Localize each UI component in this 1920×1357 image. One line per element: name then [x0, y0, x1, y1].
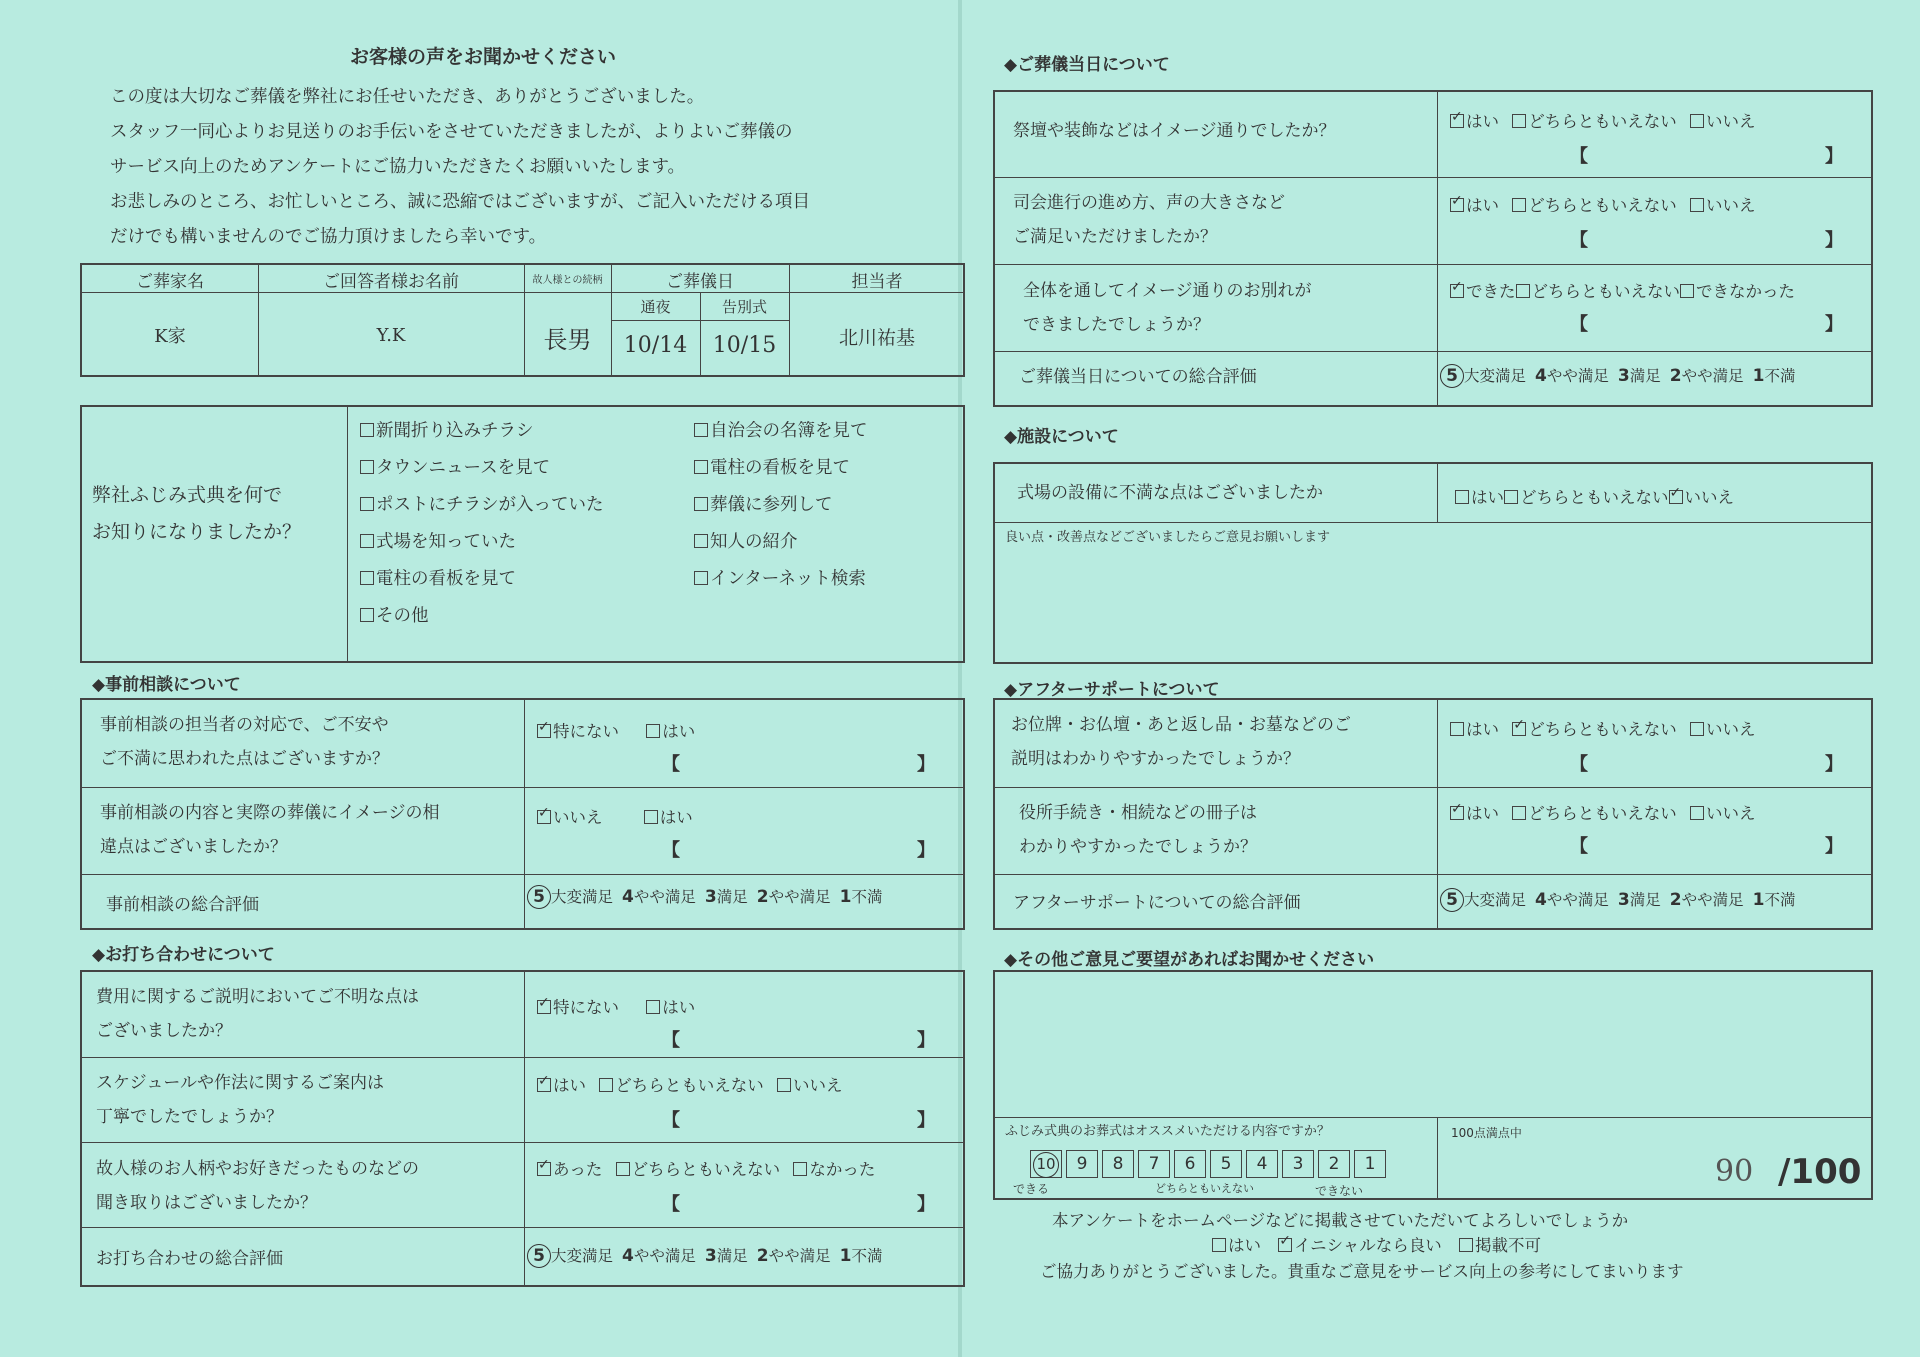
day-table: [993, 90, 1873, 407]
divider: [995, 264, 1871, 265]
label-cannot: できない: [1315, 1184, 1364, 1198]
value-staff: 北川祐基: [838, 327, 915, 349]
option-label: はい: [553, 1076, 586, 1095]
question-line: ご満足いただけましたか？: [1013, 227, 1217, 247]
option-label: はい: [1466, 720, 1499, 739]
checkbox-icon[interactable]: [793, 1162, 807, 1176]
question-line: 故人様のお人柄やお好きだったものなどの: [96, 1159, 419, 1179]
option-label: 葬儀に参列して: [710, 495, 833, 515]
recommend-score[interactable]: 9: [1066, 1150, 1098, 1178]
after-q3: アフターサポートについての総合評価: [1013, 893, 1301, 913]
checkbox-icon[interactable]: [1512, 806, 1526, 820]
checkbox-icon[interactable]: [360, 497, 374, 511]
checkbox-icon[interactable]: [1504, 490, 1518, 504]
consult-q1: [100, 708, 389, 776]
source-option[interactable]: [694, 491, 833, 516]
bracket-open: 【: [1570, 146, 1588, 167]
checkbox-icon[interactable]: [777, 1078, 791, 1092]
selected-rating[interactable]: 5: [527, 1244, 551, 1268]
divider: [1437, 92, 1438, 405]
checkbox-icon[interactable]: [1690, 114, 1704, 128]
after-table: [993, 698, 1873, 930]
source-option[interactable]: [360, 491, 604, 516]
option-label: あった: [553, 1160, 603, 1179]
option-label: はい: [659, 808, 693, 827]
facility-comment-label: 良い点・改善点などございましたらご意見お願いします: [1005, 530, 1331, 545]
option-label: イニシャルなら良い: [1294, 1236, 1442, 1255]
option-label: どちらともいえない: [615, 1076, 764, 1095]
intro-line: この度は大切なご葬儀を弊社にお任せいただき、ありがとうございました。: [110, 87, 705, 107]
option-label: どちらともいえない: [1528, 196, 1677, 215]
score-label: 100点満点中: [1451, 1126, 1522, 1140]
after-q2: [1019, 796, 1257, 864]
option-label: できなかった: [1696, 282, 1795, 301]
option-label: できた: [1466, 282, 1516, 301]
checkbox-icon[interactable]: [360, 534, 374, 548]
header-staff: 担当者: [851, 272, 903, 292]
option-label: はい: [1471, 488, 1504, 507]
thanks-text: ご協力ありがとうございました。貴重なご意見をサービス向上の参考にしてまいります: [1040, 1262, 1684, 1281]
source-option[interactable]: [360, 565, 516, 590]
checkbox-icon[interactable]: [1669, 490, 1683, 504]
divider: [82, 1057, 963, 1058]
source-option[interactable]: [694, 528, 798, 553]
source-option[interactable]: [694, 417, 868, 442]
checkbox-icon[interactable]: [360, 460, 374, 474]
checkbox-icon[interactable]: [1455, 490, 1469, 504]
label-mid: どちらともいえない: [1155, 1182, 1254, 1195]
option-label: タウンニュースを見て: [376, 458, 551, 478]
checkbox-icon[interactable]: [537, 1000, 551, 1014]
question-line: 説明はわかりやすかったでしょうか？: [1011, 749, 1300, 769]
recommend-score[interactable]: 7: [1138, 1150, 1170, 1178]
rating-scale: 5 大変満足 4やや満足 3満足 2やや満足 1不満: [1440, 888, 1795, 912]
bracket-close: 】: [917, 1030, 935, 1051]
bracket-open: 【: [662, 754, 680, 775]
divider: [82, 1227, 963, 1228]
bracket-close: 】: [917, 754, 935, 775]
question-line: 丁寧でしたでしょうか？: [96, 1107, 283, 1127]
option-label: はい: [1466, 804, 1499, 823]
divider: [995, 787, 1871, 788]
day-q2-answers: [1450, 192, 1756, 216]
meeting-q2: [96, 1066, 384, 1134]
consult-q2: [100, 796, 440, 864]
source-option[interactable]: [360, 454, 550, 479]
bracket-open: 【: [662, 1194, 680, 1215]
bracket-open: 【: [1570, 230, 1588, 251]
section-header-after: ◆アフターサポートについて: [1004, 680, 1220, 700]
checkbox-icon[interactable]: [537, 724, 551, 738]
bracket-close: 】: [917, 1194, 935, 1215]
checkbox-icon[interactable]: [646, 724, 660, 738]
day-q3: [1023, 274, 1312, 342]
question-line: お位牌・お仏壇・あと返し品・お墓などのご: [1011, 715, 1351, 735]
question-line: わかりやすかったでしょうか？: [1019, 837, 1257, 857]
recommend-score-10[interactable]: [1030, 1150, 1062, 1178]
checkbox-icon[interactable]: [1278, 1238, 1292, 1252]
checkbox-icon[interactable]: [1516, 284, 1530, 298]
value-wake: 10/14: [623, 333, 688, 358]
checkbox-icon[interactable]: [646, 1000, 660, 1014]
option-label: はい: [1466, 196, 1499, 215]
section-header-day: ◆ご葬儀当日について: [1004, 55, 1170, 75]
bracket-open: 【: [662, 1110, 680, 1131]
after-q1-answers: [1450, 716, 1756, 740]
survey-title: お客様の声をお聞かせください: [350, 46, 617, 68]
divider: [1437, 464, 1438, 522]
label-can: できる: [1013, 1182, 1050, 1196]
option-label: ポストにチラシが入っていた: [376, 495, 604, 515]
option-label: インターネット検索: [710, 569, 866, 589]
right-page: [960, 0, 1920, 1357]
header-relation: 故人様との続柄: [532, 275, 603, 286]
bracket-close: 】: [1825, 230, 1843, 251]
checkbox-icon[interactable]: [1512, 198, 1526, 212]
score-value: 90: [1715, 1154, 1754, 1189]
checkbox-icon[interactable]: [616, 1162, 630, 1176]
bracket-close: 】: [917, 1110, 935, 1131]
question-line: 違点はございましたか？: [100, 837, 287, 857]
rating-scale: 5 大変満足 4やや満足 3満足 2やや満足 1不満: [527, 1244, 882, 1268]
checkbox-icon[interactable]: [644, 810, 658, 824]
section-header-other: ◆その他ご意見ご要望があればお聞かせください: [1004, 950, 1375, 970]
question-line: 事前相談の担当者の対応で、ご不安や: [100, 715, 389, 735]
checkbox-icon[interactable]: [360, 423, 374, 437]
section-header-meeting: ◆お打ち合わせについて: [92, 945, 275, 965]
meeting-q3: [96, 1152, 419, 1220]
question-line: ご不満に思われた点はございますか？: [100, 749, 389, 769]
after-q2-answers: [1450, 800, 1756, 824]
divider: [524, 700, 525, 928]
option-label: どちらともいえない: [1528, 112, 1677, 131]
meeting-q2-answers: [537, 1072, 843, 1096]
publish-question: 本アンケートをホームページなどに掲載させていただいてよろしいでしょうか: [1052, 1211, 1629, 1230]
intro-line: サービス向上のためアンケートにご協力いただきたくお願いいたします。: [110, 157, 686, 177]
question-line: ございましたか？: [96, 1021, 232, 1041]
checkbox-icon[interactable]: [1450, 114, 1464, 128]
bracket-open: 【: [662, 1030, 680, 1051]
checkbox-icon[interactable]: [537, 1162, 551, 1176]
source-option[interactable]: [360, 528, 516, 553]
header-wake: 通夜: [640, 298, 671, 316]
recommend-score[interactable]: 2: [1318, 1150, 1350, 1178]
source-option[interactable]: [694, 565, 866, 590]
divider: [995, 522, 1871, 523]
option-label: いいえ: [1706, 112, 1756, 131]
day-q1: 祭壇や装飾などはイメージ通りでしたか？: [1013, 121, 1336, 141]
consult-q2-answers: [537, 804, 693, 828]
label-line: 弊社ふじみ式典を何で: [92, 484, 283, 506]
recommend-score[interactable]: 1: [1354, 1150, 1386, 1178]
checkbox-icon[interactable]: [694, 460, 708, 474]
question-line: 司会進行の進め方、声の大きさなど: [1013, 193, 1285, 213]
checkbox-icon[interactable]: [1512, 722, 1526, 736]
day-q1-answers: [1450, 108, 1756, 132]
checkbox-icon[interactable]: [1450, 722, 1464, 736]
intro-line: お悲しみのところ、お忙しいところ、誠に恐縮ではございますが、ご記入いただける項目: [110, 192, 810, 212]
selected-rating[interactable]: 5: [1440, 888, 1464, 912]
option-label: どちらともいえない: [1531, 282, 1680, 301]
option-label: はい: [662, 998, 696, 1017]
question-line: 費用に関するご説明においてご不明な点は: [96, 987, 419, 1007]
divider: [82, 874, 963, 875]
header-funeral: 告別式: [721, 298, 767, 316]
selected-rating[interactable]: 5: [1440, 364, 1464, 388]
intro-text: [110, 80, 810, 255]
option-label: はい: [662, 722, 696, 741]
option-label: 特にない: [553, 722, 619, 741]
source-question: [80, 405, 965, 663]
option-label: 式場を知っていた: [376, 532, 516, 552]
recommend-question: ふじみ式典のお葬式はオススメいただける内容ですか？: [1005, 1124, 1330, 1139]
source-question-label: [92, 477, 301, 551]
checkbox-icon[interactable]: [360, 571, 374, 585]
option-label: 知人の紹介: [710, 532, 798, 552]
meeting-q3-answers: [537, 1156, 875, 1180]
value-relation: 長男: [543, 326, 592, 354]
publish-answers: [1212, 1232, 1541, 1256]
day-q2: [1013, 186, 1285, 254]
header-date: ご葬儀日: [666, 272, 734, 292]
intro-line: スタッフ一同心よりお見送りのお手伝いをさせていただきましたが、よりよいご葬儀の: [110, 122, 793, 142]
checkbox-icon[interactable]: [1459, 1238, 1473, 1252]
divider: [82, 787, 963, 788]
selected-score[interactable]: 10: [1033, 1152, 1059, 1178]
meeting-q1-answers: [537, 994, 695, 1018]
option-label: どちらともいえない: [1520, 488, 1669, 507]
divider: [82, 292, 963, 293]
checkbox-icon[interactable]: [1690, 198, 1704, 212]
divider: [524, 972, 525, 1285]
label-line: お知りになりましたか？: [92, 521, 302, 543]
checkbox-icon[interactable]: [1690, 806, 1704, 820]
value-family: K家: [154, 326, 186, 347]
facility-q1-answers: [1455, 484, 1734, 508]
bracket-close: 】: [1825, 754, 1843, 775]
checkbox-icon[interactable]: [694, 497, 708, 511]
option-label: いいえ: [1706, 804, 1756, 823]
option-label: どちらともいえない: [631, 1160, 781, 1179]
bracket-close: 】: [1825, 836, 1843, 857]
bracket-open: 【: [662, 840, 680, 861]
checkbox-icon[interactable]: [1212, 1238, 1226, 1252]
option-label: 電柱の看板を見て: [376, 569, 516, 589]
option-label: なかった: [809, 1160, 876, 1179]
recommend-score[interactable]: 6: [1174, 1150, 1206, 1178]
option-label: どちらともいえない: [1528, 804, 1677, 823]
value-funeral: 10/15: [712, 333, 777, 358]
after-q1: [1011, 708, 1351, 776]
bracket-open: 【: [1570, 754, 1588, 775]
recommend-score[interactable]: 5: [1210, 1150, 1242, 1178]
option-label: 新聞折り込みチラシ: [376, 421, 534, 441]
bracket-open: 【: [1570, 314, 1588, 335]
meeting-q1: [96, 980, 419, 1048]
checkbox-icon[interactable]: [360, 608, 374, 622]
bracket-close: 】: [917, 840, 935, 861]
bracket-close: 】: [1825, 146, 1843, 167]
option-label: どちらともいえない: [1528, 720, 1677, 739]
divider: [995, 1117, 1871, 1118]
checkbox-icon[interactable]: [1512, 114, 1526, 128]
divider: [995, 351, 1871, 352]
checkbox-icon[interactable]: [599, 1078, 613, 1092]
checkbox-icon[interactable]: [1450, 198, 1464, 212]
section-header-consult: ◆事前相談について: [92, 675, 241, 695]
question-line: 事前相談の内容と実際の葬儀にイメージの相: [100, 803, 440, 823]
source-option[interactable]: [694, 454, 850, 479]
option-label: いいえ: [793, 1076, 843, 1095]
checkbox-icon[interactable]: [1450, 806, 1464, 820]
question-line: スケジュールや作法に関するご案内は: [96, 1073, 384, 1093]
divider: [995, 177, 1871, 178]
meeting-q4: お打ち合わせの総合評価: [96, 1249, 283, 1269]
option-label: はい: [1228, 1236, 1261, 1255]
facility-table: [993, 462, 1873, 664]
day-q4: ご葬儀当日についての総合評価: [1019, 367, 1257, 387]
option-label: 特にない: [553, 998, 619, 1017]
rating-scale: 5 大変満足 4やや満足 3満足 2やや満足 1不満: [527, 885, 882, 909]
question-line: できましたでしょうか？: [1023, 315, 1210, 335]
recommend-score[interactable]: 4: [1246, 1150, 1278, 1178]
header-respondent: ご回答者様お名前: [323, 272, 459, 292]
value-respondent: Y.K: [376, 325, 406, 346]
question-line: 全体を通してイメージ通りのお別れが: [1023, 281, 1312, 301]
option-label: いいえ: [1706, 720, 1756, 739]
recommend-score[interactable]: 8: [1102, 1150, 1134, 1178]
facility-q1: 式場の設備に不満な点はございましたか: [1017, 483, 1323, 503]
option-label: その他: [376, 606, 429, 626]
option-label: 自治会の名簿を見て: [710, 421, 868, 441]
rating-scale: 5 大変満足 4やや満足 3満足 2やや満足 1不満: [1440, 364, 1795, 388]
option-label: いいえ: [1706, 196, 1756, 215]
checkbox-icon[interactable]: [537, 810, 551, 824]
checkbox-icon[interactable]: [1690, 722, 1704, 736]
checkbox-icon[interactable]: [694, 571, 708, 585]
divider: [995, 874, 1871, 875]
consult-table: [80, 698, 965, 930]
info-table: [80, 263, 965, 377]
consult-q1-answers: [537, 718, 695, 742]
meeting-table: [80, 970, 965, 1287]
recommend-score[interactable]: 3: [1282, 1150, 1314, 1178]
bracket-open: 【: [1570, 836, 1588, 857]
question-line: 役所手続き・相続などの冊子は: [1019, 803, 1257, 823]
divider: [1437, 1117, 1438, 1198]
checkbox-icon[interactable]: [694, 534, 708, 548]
option-label: 掲載不可: [1475, 1236, 1542, 1255]
divider: [82, 1142, 963, 1143]
checkbox-icon[interactable]: [694, 423, 708, 437]
intro-line: だけでも構いませんのでご協力頂けましたら幸いです。: [110, 227, 547, 247]
section-header-facility: ◆施設について: [1004, 427, 1119, 447]
source-option[interactable]: [360, 602, 429, 627]
option-label: はい: [1466, 112, 1499, 131]
bracket-close: 】: [1825, 314, 1843, 335]
header-family: ご葬家名: [136, 272, 204, 292]
score-max: /100: [1778, 1152, 1862, 1192]
day-q3-answers: [1450, 278, 1795, 302]
checkbox-icon[interactable]: [1680, 284, 1694, 298]
consult-q3: 事前相談の総合評価: [106, 895, 259, 915]
source-option[interactable]: [360, 417, 534, 442]
selected-rating[interactable]: 5: [527, 885, 551, 909]
option-label: いいえ: [1684, 488, 1734, 507]
checkbox-icon[interactable]: [1450, 284, 1464, 298]
option-label: いいえ: [553, 808, 603, 827]
option-label: 電柱の看板を見て: [710, 458, 850, 478]
checkbox-icon[interactable]: [537, 1078, 551, 1092]
divider: [347, 407, 348, 661]
question-line: 聞き取りはございましたか？: [96, 1193, 317, 1213]
divider: [1437, 700, 1438, 928]
